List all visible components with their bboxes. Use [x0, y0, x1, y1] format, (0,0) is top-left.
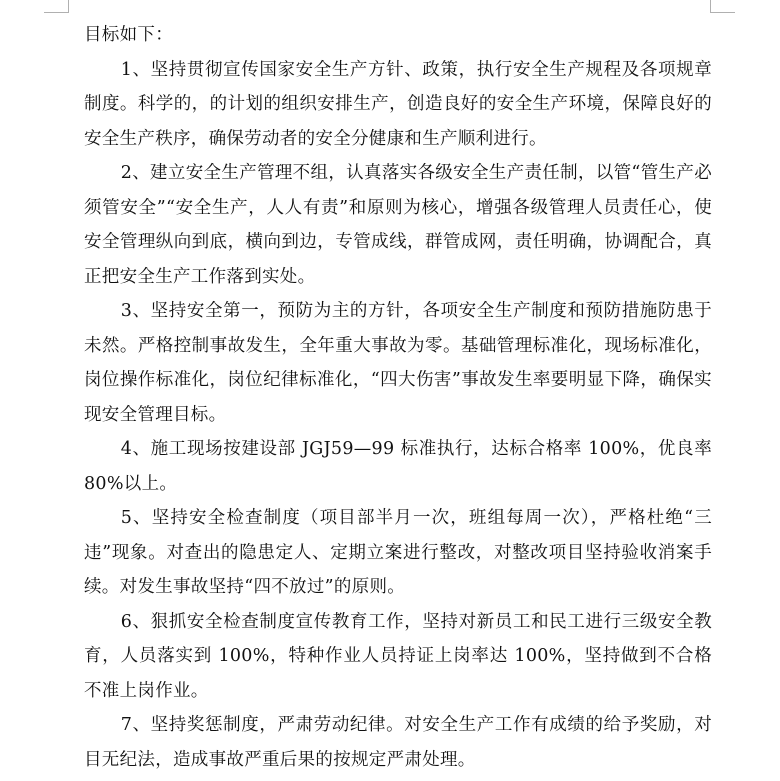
paragraph-7: 7、坚持奖惩制度，严肃劳动纪律。对安全生产工作有成绩的给予奖励，对目无纪法，造成事故严重后果的按规定严肃处理。 — [84, 715, 712, 770]
paragraph-6: 6、狠抓安全检查制度宣传教育工作，坚持对新员工和民工进行三级安全教育，人员落实到 100%，特种作业人员持证上岗率达 100%，坚持做到不合格不准上岗作业。 — [84, 611, 712, 701]
document-body[interactable] — [84, 18, 712, 777]
paragraph-1: 1、坚持贯彻宣传国家安全生产方针、政策，执行安全生产规程及各项规章制度。科学的，的计划的组织安排生产，创造良好的安全生产环境，保障良好的安全生产秩序，确保劳动者的安全分健康和生产顺利进行。 — [84, 59, 712, 149]
paragraph-2: 2、建立安全生产管理不组，认真落实各级安全生产责任制，以管“管生产必须管安全”“安全生产，人人有责”和原则为核心，增强各级管理人员责任心，使安全管理纵向到底，横向到边，专管成线，群管成网，责任明确，协调配合，真正把安全生产工作落到实处。 — [84, 163, 712, 287]
margin-corner-mark-right — [710, 0, 735, 13]
section-heading: 目标如下： — [84, 25, 173, 45]
paragraph-5: 5、坚持安全检查制度（项目部半月一次，班组每周一次），严格杜绝“三违”现象。对查出的隐患定人、定期立案进行整改，对整改项目坚持验收消案手续。对发生事故坚持“四不放过”的原则。 — [84, 508, 712, 597]
margin-corner-mark-left — [44, 0, 69, 13]
paragraph-3: 3、坚持安全第一，预防为主的方针，各项安全生产制度和预防措施防患于未然。严格控制事故发生，全年重大事故为零。基础管理标准化，现场标准化，岗位操作标准化，岗位纪律标准化，“四大伤害”事故发生率要明显下降，确保实现安全管理目标。 — [84, 301, 712, 425]
paragraph-4: 4、施工现场按建设部 JGJ59—99 标准执行，达标合格率 100%，优良率 80%以上。 — [84, 439, 712, 494]
